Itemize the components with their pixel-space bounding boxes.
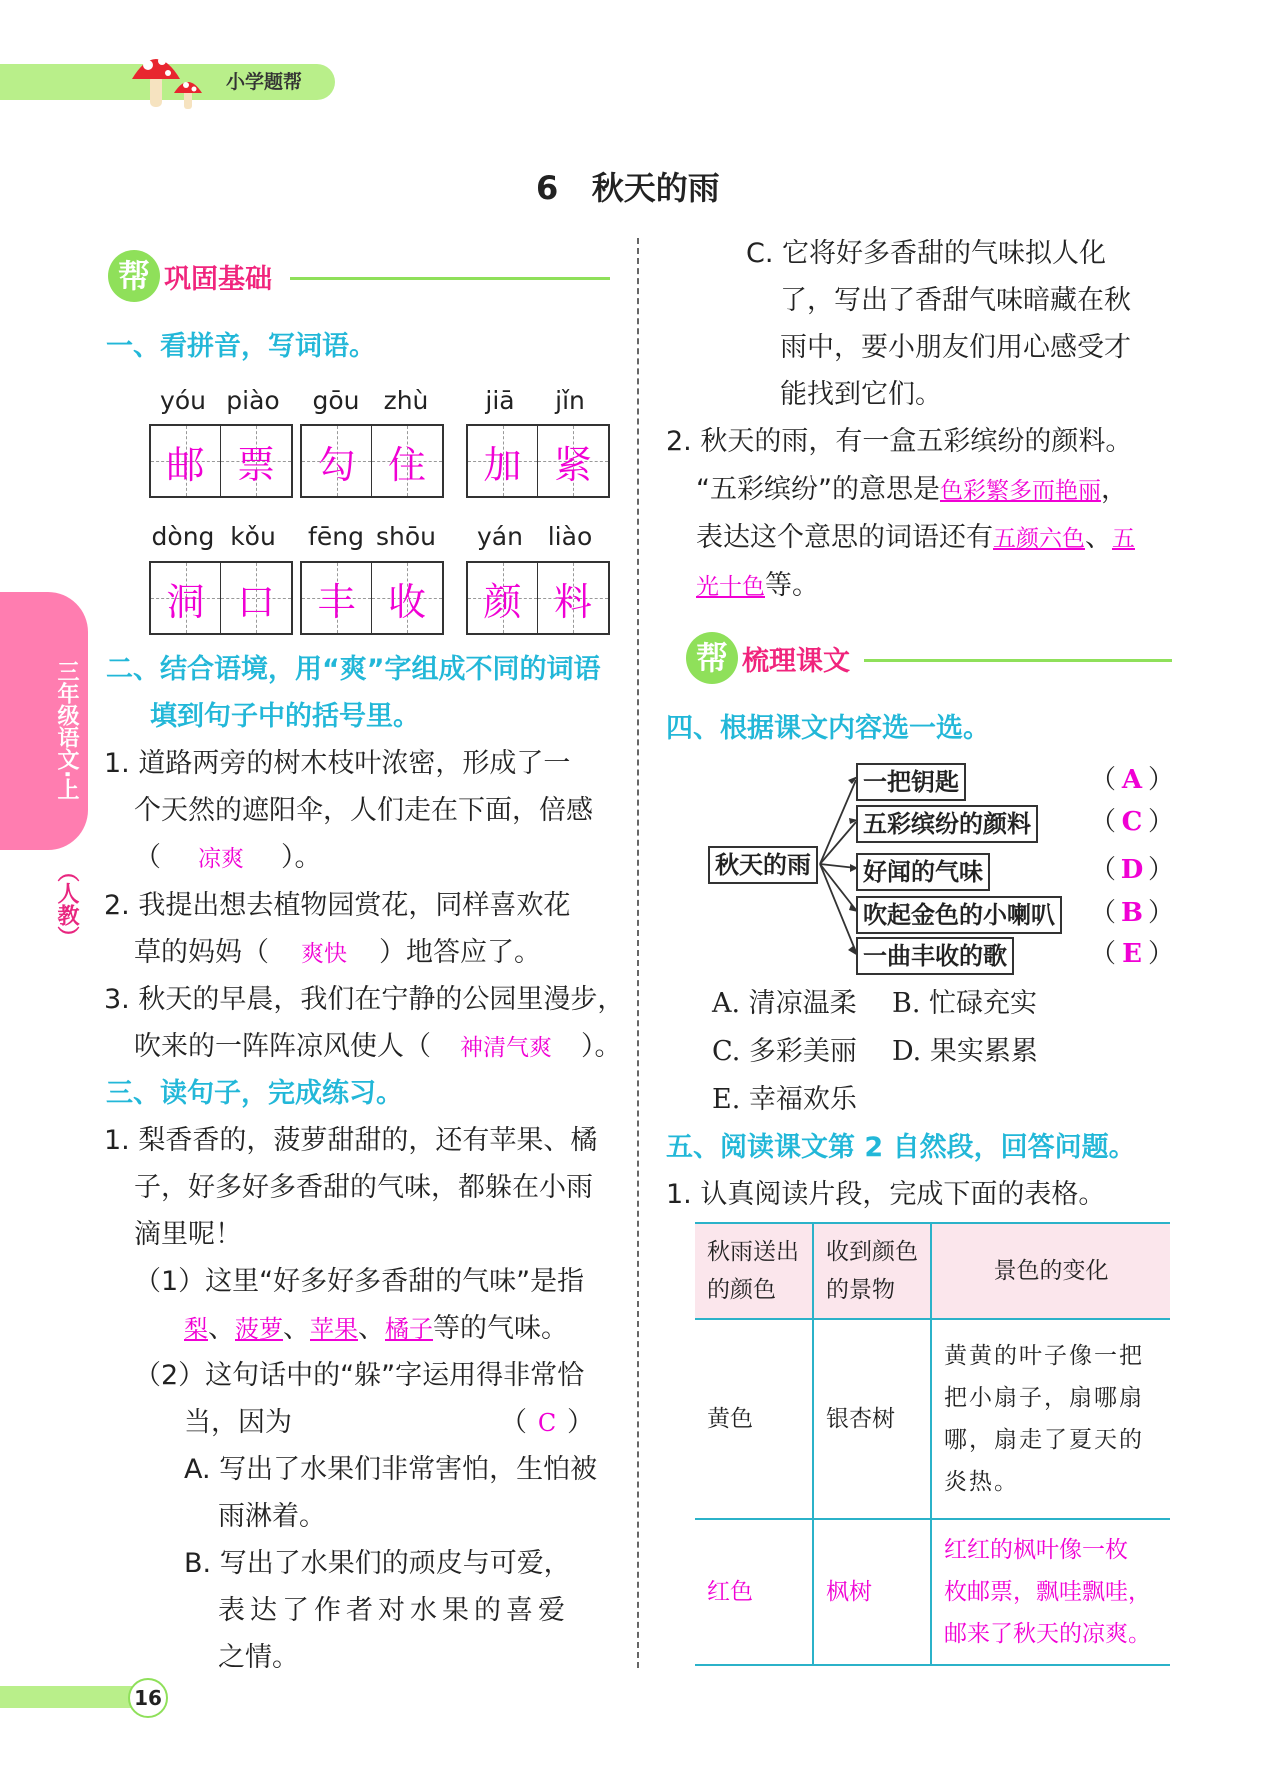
answer-text: 苹果 (310, 1315, 358, 1343)
paren: ） (1148, 807, 1175, 837)
q3-sub1: （1）这里“好多好多香甜的气味”是指 (134, 1266, 585, 1297)
text: ）地答应了。 (379, 937, 541, 968)
paren: ） (1148, 898, 1175, 928)
pinyin: piào (226, 386, 280, 415)
grid-cell (372, 426, 442, 496)
paren: （ (1090, 807, 1117, 837)
answer-text: 爽快 (301, 941, 347, 967)
column-divider (637, 238, 639, 1668)
grid-cell (468, 563, 538, 633)
header-cell (695, 1223, 813, 1319)
text: 表达这个意思的词语还有 (696, 522, 993, 553)
grid-cell (221, 563, 291, 633)
q2-heading-cont: 填到句子中的括号里。 (150, 701, 420, 732)
pinyin: fēng (308, 522, 364, 551)
cell-line: 枚邮票，飘哇飘哇， (944, 1579, 1151, 1605)
grid-cell (468, 426, 538, 496)
cell-line: 哪，扇走了夏天的 (944, 1427, 1144, 1453)
pinyin: kǒu (230, 522, 276, 551)
grid-cell (538, 426, 608, 496)
char-grid (300, 561, 444, 635)
cell: 枫树 (813, 1519, 931, 1665)
answer-text: 色彩繁多而艳丽 (939, 478, 1101, 504)
cell-line: 把小扇子，扇哪扇 (944, 1385, 1144, 1411)
answer-char: 勾 (317, 442, 356, 487)
text: ）。 (581, 1031, 622, 1062)
answer-char: 口 (236, 579, 275, 624)
q1-heading: 一、看拼音，写词语。 (106, 331, 376, 362)
branch-box: 好闻的气味 (856, 853, 990, 891)
char-grid (466, 561, 610, 635)
paren: （ (134, 842, 161, 873)
q4-heading: 四、根据课文内容选一选。 (666, 713, 990, 744)
text: 等。 (765, 570, 819, 601)
page-number: 16 (128, 1678, 168, 1718)
cell-line: 炎热。 (944, 1469, 1019, 1495)
q3-part2-meaning (696, 466, 1128, 515)
header-text: 的景物 (826, 1277, 895, 1303)
cell: 银杏树 (813, 1319, 931, 1519)
q4-option: D. 果实累累 (892, 1036, 1038, 1067)
q2-item1-blank (134, 834, 322, 883)
answer-text: C (1121, 807, 1143, 837)
mushroom-icon (128, 45, 208, 115)
option-c-cont: 能找到它们。 (780, 379, 942, 410)
cell (931, 1519, 1170, 1665)
char-grid (149, 561, 293, 635)
q5-table (695, 1222, 1170, 1666)
q4-answer (1090, 896, 1174, 930)
pinyin: jǐn (555, 386, 585, 415)
grid-cell (372, 563, 442, 633)
q5-heading: 五、阅读课文第 2 自然段，回答问题。 (666, 1132, 1136, 1163)
q2-item3: 3. 秋天的早晨，我们在宁静的公园里漫步， (104, 984, 625, 1015)
section-label: 梳理课文 (742, 645, 850, 677)
text: “五彩缤纷”的意思是 (696, 474, 940, 505)
answer-char: 加 (483, 442, 522, 487)
sep: 、 (1085, 522, 1112, 553)
table-header-row (695, 1223, 1170, 1319)
q4-answer (1090, 805, 1174, 839)
answer-char: 紧 (553, 442, 592, 487)
text: 等的气味。 (433, 1313, 568, 1344)
answer-char: 颜 (483, 579, 522, 624)
pinyin-row-1 (148, 386, 609, 416)
pinyin: jiā (485, 386, 515, 415)
answer-char: 邮 (166, 442, 205, 487)
grid-cell (221, 426, 291, 496)
cell: 黄色 (695, 1319, 813, 1519)
cell: 红色 (695, 1519, 813, 1665)
q3-sub2-blank (500, 1399, 594, 1447)
answer-char: 票 (236, 442, 275, 487)
char-grid (466, 424, 610, 498)
cell-line: 邮来了秋天的凉爽。 (944, 1621, 1151, 1647)
q3-sub2-cont: 当，因为 (184, 1407, 292, 1438)
answer-char: 收 (387, 579, 426, 624)
table-row (695, 1519, 1170, 1665)
pinyin-row-2 (148, 522, 609, 552)
option-b-cont: 之情。 (218, 1642, 299, 1673)
pinyin: zhù (383, 386, 429, 415)
q4-answer (1090, 763, 1174, 797)
q3-passage-cont: 滴里呢！ (134, 1219, 242, 1250)
q3-part2-words-cont (696, 562, 819, 611)
header-text: 收到颜色 (826, 1239, 918, 1265)
branch-box: 吹起金色的小喇叭 (856, 896, 1062, 934)
header-cell (931, 1223, 1170, 1319)
char-grid (149, 424, 293, 498)
pinyin: yán (477, 522, 523, 551)
section-badge-sort (686, 630, 850, 686)
text: ， (1100, 474, 1128, 505)
sep: 、 (283, 1313, 310, 1344)
grid-cell (151, 426, 221, 496)
header-text: 的颜色 (707, 1277, 776, 1303)
q4-option: B. 忙碌充实 (892, 988, 1038, 1019)
header-cell (813, 1223, 931, 1319)
answer-text: 凉爽 (198, 846, 244, 872)
sep: 、 (208, 1313, 235, 1344)
option-a: A. 写出了水果们非常害怕，生怕被 (184, 1454, 598, 1485)
branch-box: 五彩缤纷的颜料 (856, 805, 1038, 843)
grid-cell (538, 563, 608, 633)
answer-char: 住 (387, 442, 426, 487)
paren: ） (1148, 855, 1175, 885)
paren: （ (1090, 765, 1117, 795)
paren: （ (1090, 855, 1117, 885)
grid-cell (151, 563, 221, 633)
side-edition: （人教） (54, 860, 79, 948)
sep: 、 (358, 1313, 385, 1344)
pinyin: gōu (312, 386, 360, 415)
pinyin: dòng (151, 522, 215, 551)
answer-text: E (1122, 939, 1142, 969)
answer-text: 光十色 (696, 574, 765, 600)
answer-char: 丰 (317, 579, 356, 624)
answer-text: 菠萝 (235, 1315, 283, 1343)
lesson-name: 秋天的雨 (591, 169, 720, 207)
grid-cell (302, 563, 372, 633)
section-label: 巩固基础 (164, 263, 272, 295)
root-box: 秋天的雨 (708, 846, 818, 884)
q2-item2: 2. 我提出想去植物园赏花，同样喜欢花 (104, 890, 571, 921)
answer-text: 梨 (184, 1315, 208, 1343)
answer-char: 料 (553, 579, 592, 624)
paren: （ (500, 1407, 527, 1438)
q2-item2-cont (134, 929, 541, 978)
cell-line: 红红的枫叶像一枚 (944, 1537, 1128, 1563)
branch-box: 一曲丰收的歌 (856, 937, 1014, 975)
side-grade: 三年级语文·上 (54, 660, 79, 801)
header-text: 秋雨送出 (707, 1239, 799, 1265)
answer-char: 洞 (166, 579, 205, 624)
q4-option: E. 幸福欢乐 (712, 1084, 857, 1115)
answer-text: A (1121, 765, 1143, 795)
paren: ）。 (281, 842, 322, 873)
option-a-cont: 雨淋着。 (218, 1501, 326, 1532)
q4-option: A. 清凉温柔 (712, 988, 857, 1019)
paren: （ (1090, 939, 1117, 969)
q3-passage: 1. 梨香香的，菠萝甜甜的，还有苹果、橘 (104, 1125, 598, 1156)
char-grid (300, 424, 444, 498)
q3-sub1-answer (184, 1305, 568, 1353)
q3-heading: 三、读句子，完成练习。 (106, 1078, 403, 1109)
answer-text: 五颜六色 (993, 526, 1085, 552)
answer-text: B (1121, 898, 1143, 928)
q2-item1: 1. 道路两旁的树木枝叶浓密，形成了一 (104, 748, 571, 779)
paren: （ (1090, 898, 1117, 928)
answer-text: D (1120, 855, 1144, 885)
q3-part2-words (696, 514, 1135, 563)
q3-part2: 2. 秋天的雨，有一盒五彩缤纷的颜料。 (666, 426, 1133, 457)
cell-line: 黄黄的叶子像一把 (944, 1343, 1144, 1369)
pinyin: shōu (375, 522, 436, 551)
answer-text: 五 (1112, 526, 1135, 552)
help-char: 帮 (108, 250, 160, 302)
cell (931, 1319, 1170, 1519)
answer-text: 神清气爽 (460, 1035, 552, 1061)
option-c-cont: 了，写出了香甜气味暗藏在秋 (780, 285, 1131, 316)
text: 吹来的一阵阵凉风使人（ (134, 1031, 431, 1062)
section-line (290, 277, 610, 280)
q3-passage-cont: 子，好多好多香甜的气味，都躲在小雨 (134, 1172, 593, 1203)
q2-heading: 二、结合语境，用“爽”字组成不同的词语 (106, 654, 601, 685)
paren: ） (1148, 765, 1175, 795)
branch-box: 一把钥匙 (856, 763, 966, 801)
q4-option: C. 多彩美丽 (712, 1036, 857, 1067)
section-badge-base (108, 248, 272, 304)
q3-sub2: （2）这句话中的“躲”字运用得非常恰 (134, 1360, 585, 1391)
paren: ） (567, 1407, 594, 1438)
brand-label: 小学题帮 (226, 71, 303, 93)
section-line (864, 659, 1172, 662)
q2-item3-cont (134, 1023, 622, 1072)
answer-text: 橘子 (385, 1315, 433, 1343)
option-c: C. 它将好多香甜的气味拟人化 (746, 238, 1107, 269)
option-c-cont: 雨中，要小朋友们用心感受才 (780, 332, 1131, 363)
paren: ） (1148, 939, 1175, 969)
q4-answer (1090, 853, 1174, 887)
pinyin: yóu (160, 386, 206, 415)
q5-sub: 1. 认真阅读片段，完成下面的表格。 (666, 1179, 1106, 1210)
q4-answer (1090, 937, 1174, 971)
help-char: 帮 (686, 632, 738, 684)
q2-item1-cont: 个天然的遮阳伞，人们走在下面，倍感 (134, 795, 593, 826)
option-b-cont: 表达了作者对水果的喜爱 (218, 1595, 570, 1626)
connector-arrows (818, 770, 860, 966)
table-row (695, 1319, 1170, 1519)
text: 草的妈妈（ (134, 937, 269, 968)
option-b: B. 写出了水果们的顽皮与可爱， (184, 1548, 571, 1579)
answer-text: C (537, 1409, 557, 1437)
pinyin: liào (547, 522, 593, 551)
header-text: 景色的变化 (993, 1258, 1109, 1284)
lesson-number: 6 (536, 169, 559, 207)
lesson-title (536, 166, 720, 210)
grid-cell (302, 426, 372, 496)
